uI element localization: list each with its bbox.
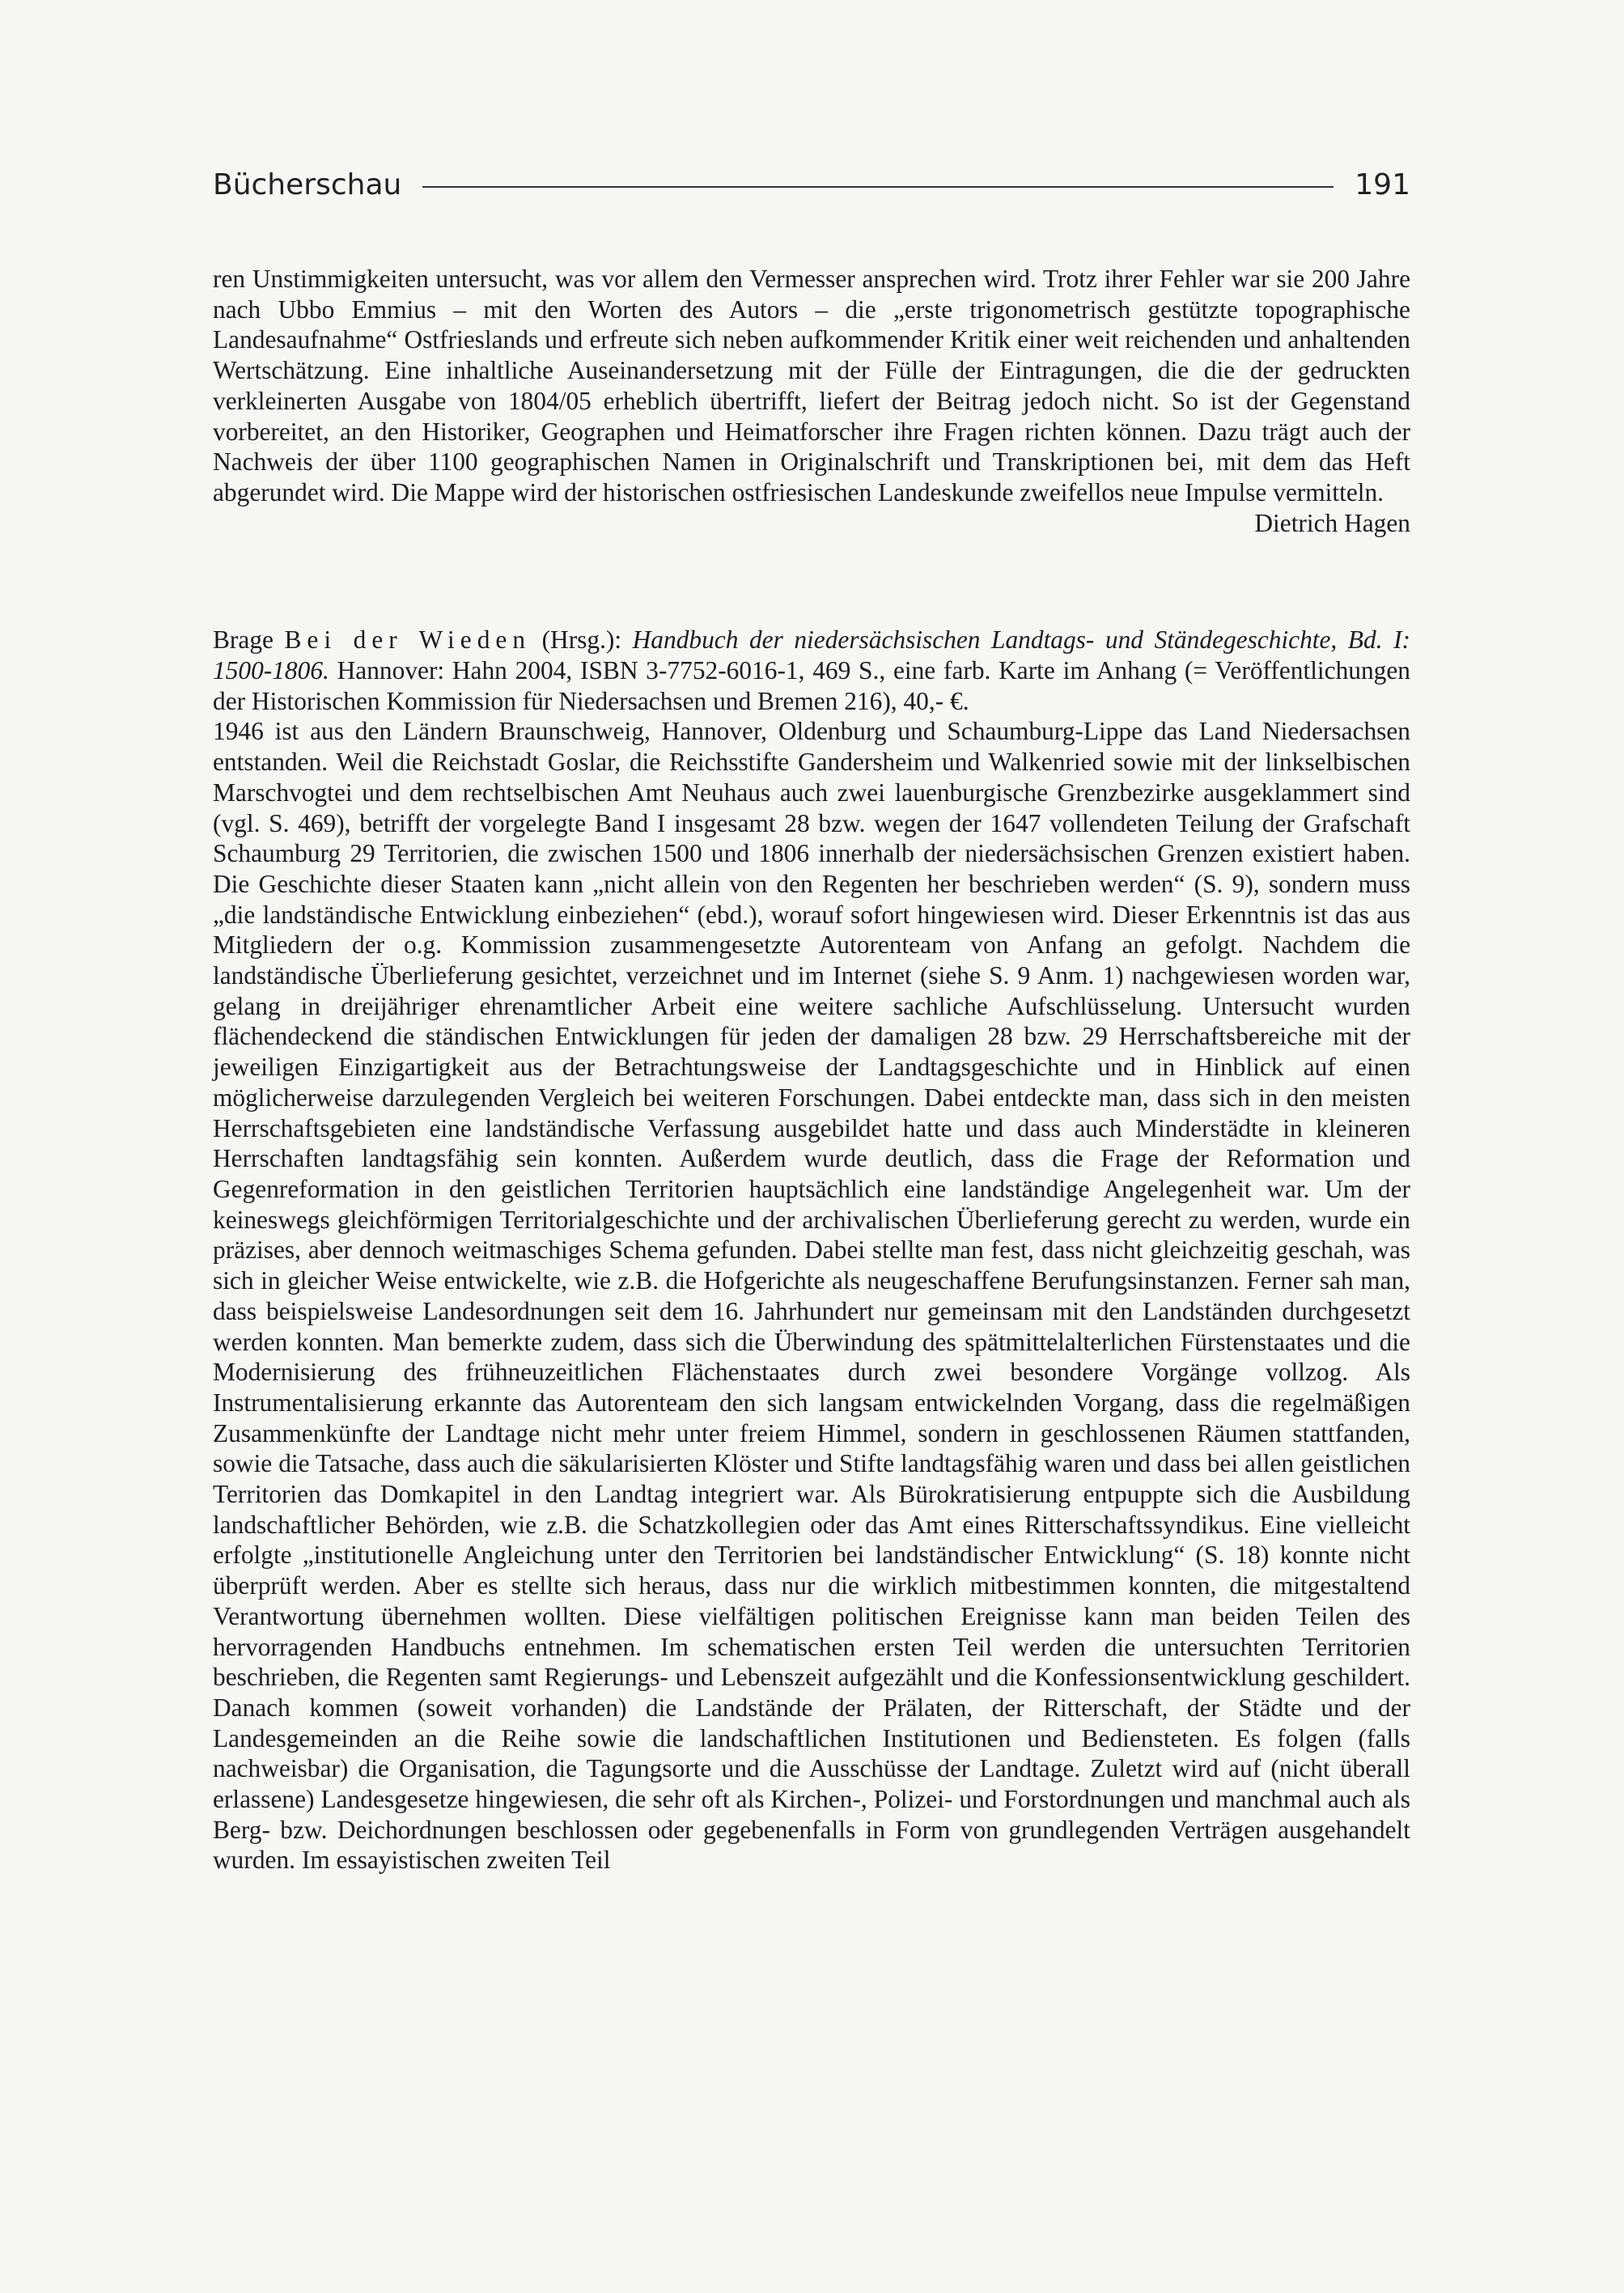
review-continued-paragraph: ren Unstimmigkeiten untersucht, was vor allem den Vermesser ansprechen wird. Trotz ihrer Fehler war sie 200 Jahre nach Ubbo Emmius – mit den Worten des Autors – die „erste trigonometrisch gestützte topographische Landesaufnahme“ Ostfrieslands und erfreute sich neben aufkommender Kritik einer weit reichenden und anhaltenden Wertschätzung. Eine inhaltliche Auseinandersetzung mit der Fülle der Eintragungen, die die der gedruckten verkleinerten Ausgabe von 1804/05 erheblich übertrifft, liefert der Beitrag jedoch nicht. So ist der Gegenstand vorbereitet, an den Historiker, Geographen und Heimatforscher ihre Fragen richten können. Dazu trägt auch der Nachweis der über 1100 geographischen Namen in Originalschrift und Transkriptionen bei, mit dem das Heft abgerundet wird. Die Mappe wird der historischen ostfriesischen Landeskunde zweifellos neue Impulse vermitteln. — [213, 265, 1410, 506]
running-head-title: Bücherschau — [213, 167, 402, 201]
review-paragraph: 1946 ist aus den Ländern Braunschweig, Hannover, Oldenburg und Schaumburg-Lippe das Land Niedersachsen entstanden. Weil die Reichstadt Goslar, die Reichsstifte Gandersheim und Walkenried sowie mit der linkselbischen Marschvogtei und dem rechtselbischen Amt Neuhaus auch zwei lauenburgische Grenzbezirke ausgeklammert sind (vgl. S. 469), betrifft der vorgelegte Band I insgesamt 28 bzw. wegen der 1647 vollendeten Teilung der Grafschaft Schaumburg 29 Territorien, die zwischen 1500 und 1806 innerhalb der niedersächsischen Grenzen existiert haben. Die Geschichte dieser Staaten kann „nicht allein von den Regenten her beschrieben werden“ (S. 9), sondern muss „die landständische Entwicklung einbeziehen“ (ebd.), worauf sofort hingewiesen wird. Dieser Erkenntnis ist das aus Mitgliedern der o.g. Kommission zusammengesetzte Autorenteam von Anfang an gefolgt. Nachdem die landständische Überlieferung gesichtet, verzeichnet und im Internet (siehe S. 9 Anm. 1) nachgewiesen worden war, gelang in dreijähriger ehrenamtlicher Arbeit eine weitere sachliche Aufschlüsselung. Untersucht wurden flächendeckend die ständischen Entwicklungen für jeden der damaligen 28 bzw. 29 Herrschaftsbereiche mit der jeweiligen Einzigartigkeit aus der Betrachtungsweise der Landtagsgeschichte und in Hinblick auf einen möglicherweise darzulegenden Vergleich bei weiteren Forschungen. Dabei entdeckte man, dass sich in den meisten Herrschaftsgebieten eine landständische Verfassung ausgebildet hatte und dass auch Minderstädte in kleineren Herrschaften landtagsfähig sein konnten. Außerdem wurde deutlich, dass die Frage der Reformation und Gegenreformation in den geistlichen Territorien hauptsächlich eine landständige Angelegenheit war. Um der keineswegs gleichförmigen Territorialgeschichte und der archivalischen Überlieferung gerecht zu werden, wurde ein präzises, aber dennoch weitmaschiges Schema gefunden. Dabei stellte man fest, dass nicht gleichzeitig geschah, was sich in gleicher Weise entwickelte, wie z.B. die Hofgerichte als neugeschaffene Berufungsinstanzen. Ferner sah man, dass beispielsweise Landesordnungen seit dem 16. Jahrhundert nur gemeinsam mit den Landständen durchgesetzt werden konnten. Man bemerkte zudem, dass sich die Überwindung des spätmittelalterlichen Fürstenstaates und die Modernisierung des frühneuzeitlichen Flächenstaates durch zwei besondere Vorgänge vollzog. Als Instrumentalisierung erkannte das Autorenteam den sich langsam entwickelnden Vorgang, dass die regelmäßigen Zusammenkünfte der Landtage nicht mehr unter freiem Himmel, sondern in geschlossenen Räumen stattfanden, sowie die Tatsache, dass auch die säkularisierten Klöster und Stifte landtagsfähig waren und dass bei allen geistlichen Territorien das Domkapitel in den Landtag integriert war. Als Bürokratisierung entpuppte sich die Ausbildung landschaftlicher Behörden, wie z.B. die Schatzkollegien oder das Amt eines Ritterschaftssyndikus. Eine vielleicht erfolgte „institutionelle Angleichung unter den Territorien bei landständischer Entwicklung“ (S. 18) konnte nicht überprüft werden. Aber es stellte sich heraus, dass nur die wirklich mitbestimmen konnten, die mitgestaltend Verantwortung übernehmen wollten. Diese vielfältigen politischen Ereignisse kann man beiden Teilen des hervorragenden Handbuchs entnehmen. Im schematischen ersten Teil werden die untersuchten Territorien beschrieben, die Regenten samt Regierungs- und Lebenszeit aufgezählt und die Konfessionsentwicklung geschildert. Danach kommen (soweit vorhanden) die Landstände der Prälaten, der Ritterschaft, der Städte und der Landesgemeinden an die Reihe sowie die landschaftlichen Institutionen und Bediensteten. Es folgen (falls nachweisbar) die Organisation, die Tagungsorte und die Ausschüsse der Landtage. Zuletzt wird auf (nicht überall erlassene) Landesgesetze hingewiesen, die sehr oft als Kirchen-, Polizei- und Forstordnungen und manchmal auch als Berg- bzw. Deichordnungen beschlossen oder gegebenenfalls in Form von grundlegenden Verträgen ausgehandelt wurden. Im essayistischen zweiten Teil — [213, 717, 1410, 1875]
book-page — [213, 162, 1410, 1876]
review-handbuch — [213, 625, 1410, 1876]
bibliographic-entry — [213, 625, 1410, 716]
running-head — [213, 162, 1410, 207]
book-author-first-name: Brage — [213, 625, 273, 655]
page-number: 191 — [1355, 167, 1410, 201]
reviewer-signature: Dietrich Hagen — [1254, 508, 1410, 537]
bibliographic-details: Hannover: Hahn 2004, ISBN 3-7752-6016-1, 469 S., eine farb. Karte im Anhang (= Veröffentlichungen der Historischen Kommission für Niedersachsen und Bremen 216), 40,- €. — [213, 656, 1410, 715]
header-rule — [422, 186, 1334, 188]
review-continued — [213, 264, 1410, 538]
editor-note: (Hrsg.): — [531, 625, 633, 655]
book-title: Handbuch der niedersächsischen Landtags- und Ständegeschichte, Bd. I: 1500-1806. — [213, 625, 1410, 685]
book-author-last-name: Bei der Wieden — [284, 625, 532, 655]
